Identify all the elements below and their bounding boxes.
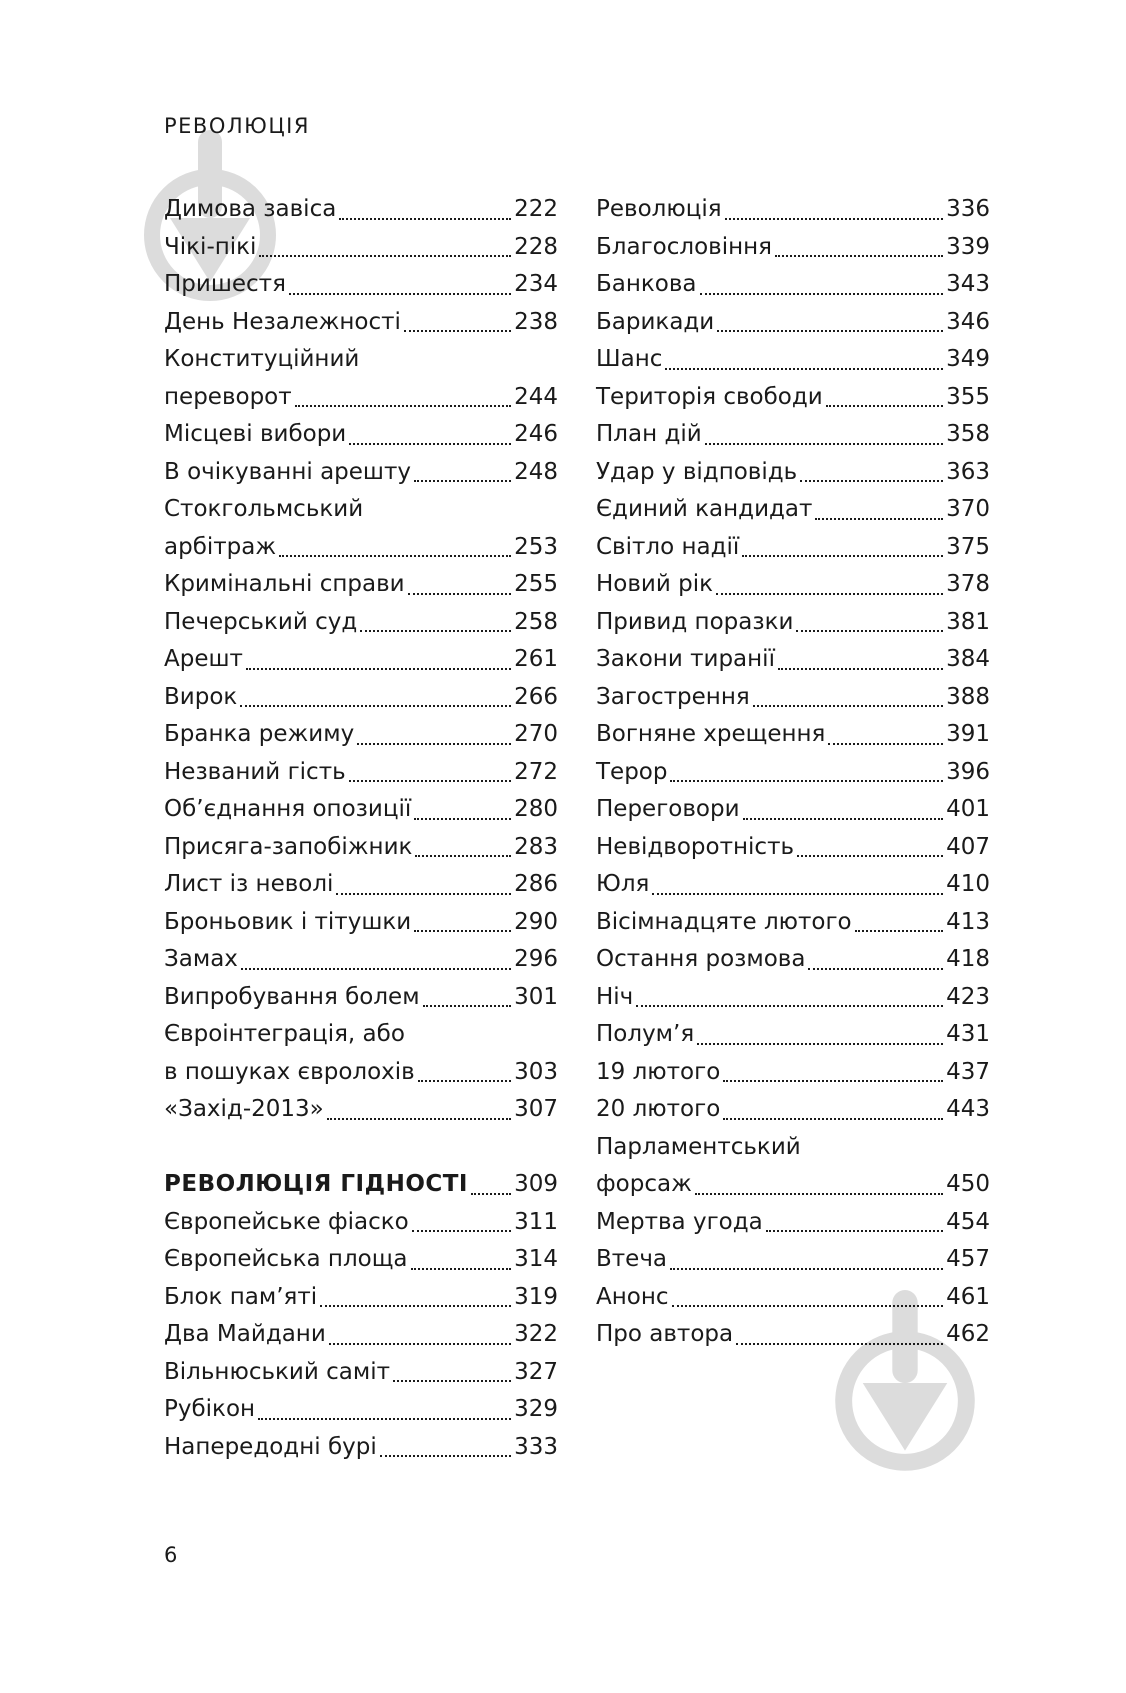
toc-entry-page: 370 xyxy=(946,496,990,522)
toc-entry-page: 358 xyxy=(946,421,990,447)
toc-entry-title: Мертва угода xyxy=(596,1208,763,1235)
toc-entry-page: 363 xyxy=(946,458,990,485)
toc-entry-title: Місцеві вибори xyxy=(164,421,347,447)
toc-entry[interactable] xyxy=(164,866,558,904)
toc-entry[interactable] xyxy=(164,229,558,267)
toc-entry-page: 234 xyxy=(514,271,558,297)
toc-entry-page: 339 xyxy=(946,233,990,260)
page-number: 6 xyxy=(164,1543,178,1567)
toc-entry[interactable] xyxy=(164,191,558,229)
toc-entry-page: 222 xyxy=(514,196,558,222)
dot-leader xyxy=(775,254,943,257)
dot-leader xyxy=(665,367,943,370)
toc-entry-title: форсаж xyxy=(596,1171,692,1197)
toc-entry-page: 418 xyxy=(946,946,990,972)
toc-entry-title: Випробування болем xyxy=(164,983,420,1010)
toc-entry-title: Чікі-пікі xyxy=(164,233,257,260)
dot-leader xyxy=(240,704,511,707)
dot-leader xyxy=(695,1192,943,1195)
toc-entry[interactable] xyxy=(596,904,990,942)
dot-leader xyxy=(259,254,511,257)
dot-leader xyxy=(705,442,943,445)
toc-entry-page: 327 xyxy=(514,1358,558,1385)
toc-entry[interactable] xyxy=(164,829,558,867)
toc-entry-title: Переговори xyxy=(596,796,740,822)
toc-entry[interactable] xyxy=(596,229,990,267)
toc-entry-title: арбітраж xyxy=(164,533,277,560)
dot-leader xyxy=(855,929,943,932)
dot-leader xyxy=(258,1417,511,1420)
dot-leader xyxy=(725,217,944,220)
toc-entry[interactable] xyxy=(596,1316,990,1354)
toc-entry-page: 450 xyxy=(946,1171,990,1197)
toc-entry-page: 228 xyxy=(514,233,558,260)
toc-entry-title: Замах xyxy=(164,946,238,972)
dot-leader xyxy=(393,1379,511,1382)
toc-entry-page: 349 xyxy=(946,346,990,372)
toc-entry-page: 301 xyxy=(514,983,558,1010)
toc-entry-page: 314 xyxy=(514,1246,558,1272)
toc-entry-page: 461 xyxy=(946,1283,990,1310)
toc-entry-page: 391 xyxy=(946,721,990,747)
toc-entry-title: Вільнюський саміт xyxy=(164,1358,391,1385)
toc-entry[interactable] xyxy=(164,266,558,304)
toc-entry-title: Напередодні бурі xyxy=(164,1433,377,1460)
toc-entry-page: 462 xyxy=(946,1321,990,1347)
toc-entry[interactable] xyxy=(164,1354,558,1392)
dot-leader xyxy=(329,1342,511,1345)
dot-leader xyxy=(672,1304,944,1307)
dot-leader xyxy=(700,292,944,295)
toc-entry[interactable] xyxy=(596,1166,990,1204)
toc-entry-page: 378 xyxy=(946,571,990,597)
toc-entry[interactable] xyxy=(164,529,558,567)
dot-leader xyxy=(380,1454,511,1457)
toc-entry-page: 343 xyxy=(946,271,990,297)
toc-entry[interactable] xyxy=(164,604,558,642)
toc-entry[interactable] xyxy=(596,754,990,792)
toc-entry[interactable] xyxy=(596,791,990,829)
dot-leader xyxy=(717,329,943,332)
dot-leader xyxy=(349,442,511,445)
dot-leader xyxy=(636,1004,943,1007)
toc-entry-title: Загострення xyxy=(596,683,750,710)
toc-entry-title: РЕВОЛЮЦІЯ ГІДНОСТІ xyxy=(164,1171,468,1197)
toc-entry[interactable] xyxy=(164,1241,558,1279)
toc-entry-page: 238 xyxy=(514,308,558,335)
dot-leader xyxy=(652,892,943,895)
dot-leader xyxy=(753,704,943,707)
dot-leader xyxy=(412,1229,511,1232)
toc-entry-page: 410 xyxy=(946,871,990,897)
toc-entry-page: 355 xyxy=(946,383,990,410)
toc-entry-title: Невідворотність xyxy=(596,833,795,860)
toc-entry[interactable] xyxy=(596,941,990,979)
toc-entry[interactable] xyxy=(596,641,990,679)
toc-entry-title: Банкова xyxy=(596,271,697,297)
dot-leader xyxy=(404,329,511,332)
toc-entry[interactable] xyxy=(164,416,558,454)
toc-entry-page: 413 xyxy=(946,908,990,935)
toc-entry-title: Європейська площа xyxy=(164,1246,408,1272)
toc-entry-title: Шанс xyxy=(596,346,663,372)
toc-entry-title: переворот xyxy=(164,383,292,410)
dot-leader xyxy=(320,1304,511,1307)
toc-entry-page: 255 xyxy=(514,571,558,597)
toc-entry-title: Об’єднання опозиції xyxy=(164,796,412,822)
toc-entry[interactable] xyxy=(596,829,990,867)
toc-entry[interactable] xyxy=(164,941,558,979)
toc-entry[interactable] xyxy=(164,1204,558,1242)
toc-entry[interactable] xyxy=(596,1016,990,1054)
toc-entry-title: Світло надії xyxy=(596,533,740,560)
running-header: РЕВОЛЮЦІЯ xyxy=(164,114,310,138)
toc-entry-title: Два Майдани xyxy=(164,1321,326,1347)
dot-leader xyxy=(414,479,511,482)
toc-entry-title: Арешт xyxy=(164,646,243,672)
toc-entry[interactable] xyxy=(596,1279,990,1317)
toc-entry-page: 431 xyxy=(946,1021,990,1047)
toc-entry[interactable] xyxy=(596,1204,990,1242)
toc-entry[interactable] xyxy=(164,979,558,1017)
dot-leader xyxy=(723,1117,943,1120)
toc-entry[interactable] xyxy=(596,866,990,904)
toc-entry-page: 388 xyxy=(946,683,990,710)
toc-entry[interactable] xyxy=(164,379,558,417)
toc-entry[interactable] xyxy=(596,1091,990,1129)
toc-entry-page: 303 xyxy=(514,1058,558,1085)
toc-entry-title: Благословіння xyxy=(596,233,773,260)
toc-entry-title: Терор xyxy=(596,758,668,785)
toc-entry-title: «Захід-2013» xyxy=(164,1096,324,1122)
toc-entry-title: Закони тиранії xyxy=(596,646,775,672)
toc-entry-page: 286 xyxy=(514,871,558,897)
dot-leader xyxy=(327,1117,511,1120)
toc-entry-title: Про автора xyxy=(596,1321,734,1347)
section-gap xyxy=(164,1129,558,1167)
dot-leader xyxy=(289,292,511,295)
dot-leader xyxy=(357,742,511,745)
toc-entry-title: В очікуванні арешту xyxy=(164,458,411,485)
dot-leader xyxy=(279,554,511,557)
dot-leader xyxy=(670,779,943,782)
dot-leader xyxy=(800,479,943,482)
toc-entry[interactable] xyxy=(164,1016,558,1054)
toc-entry-title: Вісімнадцяте лютого xyxy=(596,908,852,935)
dot-leader xyxy=(796,629,943,632)
dot-leader xyxy=(336,892,511,895)
toc-entry-page: 384 xyxy=(946,646,990,672)
toc-entry-title: План дій xyxy=(596,421,702,447)
toc-entry-title: Європейське фіаско xyxy=(164,1208,409,1235)
toc-entry-title: Печерський суд xyxy=(164,608,358,635)
toc-entry[interactable] xyxy=(164,1391,558,1429)
toc-entry-title: Парламентський xyxy=(596,1133,801,1160)
toc-entry-title: Єдиний кандидат xyxy=(596,496,813,522)
dot-leader xyxy=(766,1229,943,1232)
dot-leader xyxy=(408,592,511,595)
toc-left-column xyxy=(164,191,558,1466)
toc-entry-page: 258 xyxy=(514,608,558,635)
toc-entry-page: 381 xyxy=(946,608,990,635)
dot-leader xyxy=(778,667,943,670)
toc-entry-page: 296 xyxy=(514,946,558,972)
toc-entry-title: Революція xyxy=(596,196,722,222)
dot-leader xyxy=(423,1004,512,1007)
toc-entry-page: 311 xyxy=(514,1208,558,1235)
toc-entry[interactable] xyxy=(596,716,990,754)
dot-leader xyxy=(415,854,511,857)
toc-entry-title: 20 лютого xyxy=(596,1096,721,1122)
toc-entry-title: Стокгольмський xyxy=(164,496,364,522)
dot-leader xyxy=(241,967,511,970)
toc-entry-page: 329 xyxy=(514,1396,558,1422)
toc-entry[interactable] xyxy=(164,754,558,792)
toc-entry[interactable] xyxy=(596,529,990,567)
toc-entry[interactable] xyxy=(596,604,990,642)
toc-entry-title: Бранка режиму xyxy=(164,721,355,747)
toc-entry[interactable] xyxy=(164,904,558,942)
toc-section-heading[interactable] xyxy=(164,1166,558,1204)
toc-entry[interactable] xyxy=(596,566,990,604)
toc-entry[interactable] xyxy=(596,679,990,717)
toc-entry-title: Привид поразки xyxy=(596,608,794,635)
dot-leader xyxy=(339,217,511,220)
toc-entry-page: 307 xyxy=(514,1096,558,1122)
toc-entry[interactable] xyxy=(596,454,990,492)
toc-entry[interactable] xyxy=(164,454,558,492)
toc-entry-page: 280 xyxy=(514,796,558,822)
toc-entry-page: 319 xyxy=(514,1283,558,1310)
toc-entry[interactable] xyxy=(596,191,990,229)
toc-entry-title: Конституційний xyxy=(164,346,360,372)
toc-entry[interactable] xyxy=(596,491,990,529)
toc-entry[interactable] xyxy=(164,491,558,529)
toc-entry-title: Блок пам’яті xyxy=(164,1283,318,1310)
dot-leader xyxy=(736,1342,943,1345)
dot-leader xyxy=(826,404,943,407)
toc-entry-page: 309 xyxy=(514,1171,558,1197)
toc-entry-page: 272 xyxy=(514,758,558,785)
toc-entry-page: 437 xyxy=(946,1058,990,1085)
dot-leader xyxy=(723,1079,943,1082)
toc-entry-title: Пришестя xyxy=(164,271,286,297)
toc-entry-page: 283 xyxy=(514,833,558,860)
toc-entry-title: Новий рік xyxy=(596,571,714,597)
toc-entry-title: Рубікон xyxy=(164,1396,256,1422)
toc-entry-page: 346 xyxy=(946,308,990,335)
dot-leader xyxy=(349,779,511,782)
toc-entry-title: Вирок xyxy=(164,683,238,710)
toc-entry-title: Присяга-запобіжник xyxy=(164,833,413,860)
toc-entry[interactable] xyxy=(596,341,990,379)
toc-entry[interactable] xyxy=(164,1279,558,1317)
toc-entry-title: Вогняне хрещення xyxy=(596,721,826,747)
toc-entry[interactable] xyxy=(164,1429,558,1467)
toc-entry-title: Димова завіса xyxy=(164,196,337,222)
toc-entry-page: 270 xyxy=(514,721,558,747)
toc-entry[interactable] xyxy=(596,1241,990,1279)
dot-leader xyxy=(246,667,511,670)
toc-entry-title: Кримінальні справи xyxy=(164,571,405,597)
toc-entry[interactable] xyxy=(164,304,558,342)
toc-entry[interactable] xyxy=(164,679,558,717)
toc-right-column xyxy=(596,191,990,1354)
toc-entry-title: Незваний гість xyxy=(164,758,346,785)
toc-entry[interactable] xyxy=(164,1091,558,1129)
dot-leader xyxy=(411,1267,512,1270)
toc-entry[interactable] xyxy=(164,341,558,379)
dot-leader xyxy=(360,629,511,632)
toc-entry-title: Втеча xyxy=(596,1246,668,1272)
toc-entry-page: 375 xyxy=(946,533,990,560)
toc-entry[interactable] xyxy=(596,379,990,417)
dot-leader xyxy=(670,1267,943,1270)
dot-leader xyxy=(828,742,943,745)
toc-entry-title: Полум’я xyxy=(596,1021,695,1047)
toc-entry-page: 333 xyxy=(514,1433,558,1460)
toc-entry[interactable] xyxy=(164,716,558,754)
toc-entry-title: Ніч xyxy=(596,983,634,1010)
toc-entry-page: 322 xyxy=(514,1321,558,1347)
toc-entry-page: 248 xyxy=(514,458,558,485)
toc-entry[interactable] xyxy=(596,416,990,454)
toc-entry-title: Удар у відповідь xyxy=(596,458,798,485)
dot-leader xyxy=(414,817,511,820)
toc-entry-page: 261 xyxy=(514,646,558,672)
toc-entry-title: День Незалежності xyxy=(164,308,401,335)
toc-entry-page: 253 xyxy=(514,533,558,560)
dot-leader xyxy=(418,1079,511,1082)
toc-entry[interactable] xyxy=(164,1054,558,1092)
toc-entry-page: 246 xyxy=(514,421,558,447)
toc-entry-page: 457 xyxy=(946,1246,990,1272)
dot-leader xyxy=(808,967,943,970)
toc-entry-page: 336 xyxy=(946,196,990,222)
toc-entry-title: в пошуках євролохів xyxy=(164,1058,415,1085)
dot-leader xyxy=(815,517,943,520)
dot-leader xyxy=(742,554,943,557)
toc-entry-page: 290 xyxy=(514,908,558,935)
toc-entry-page: 443 xyxy=(946,1096,990,1122)
toc-entry[interactable] xyxy=(164,641,558,679)
toc-entry-title: Анонс xyxy=(596,1283,669,1310)
dot-leader xyxy=(797,854,943,857)
toc-entry-page: 244 xyxy=(514,383,558,410)
toc-entry[interactable] xyxy=(596,266,990,304)
dot-leader xyxy=(295,404,511,407)
toc-entry-page: 454 xyxy=(946,1208,990,1235)
toc-entry-title: Юля xyxy=(596,871,650,897)
toc-entry[interactable] xyxy=(164,566,558,604)
toc-entry[interactable] xyxy=(596,979,990,1017)
dot-leader xyxy=(471,1192,511,1195)
toc-entry-title: Лист із неволі xyxy=(164,871,334,897)
toc-entry[interactable] xyxy=(596,1129,990,1167)
toc-entry-page: 407 xyxy=(946,833,990,860)
toc-entry-page: 401 xyxy=(946,796,990,822)
dot-leader xyxy=(697,1042,943,1045)
toc-entry-title: Територія свободи xyxy=(596,383,823,410)
toc-entry-title: Броньовик і тітушки xyxy=(164,908,412,935)
dot-leader xyxy=(414,929,511,932)
toc-entry-page: 396 xyxy=(946,758,990,785)
toc-entry-title: Остання розмова xyxy=(596,946,806,972)
toc-entry-title: Барикади xyxy=(596,308,715,335)
toc-entry[interactable] xyxy=(596,1054,990,1092)
toc-entry[interactable] xyxy=(164,1316,558,1354)
dot-leader xyxy=(716,592,943,595)
toc-entry[interactable] xyxy=(596,304,990,342)
toc-entry-page: 266 xyxy=(514,683,558,710)
dot-leader xyxy=(743,817,944,820)
toc-entry-page: 423 xyxy=(946,983,990,1010)
toc-entry-title: Євроінтеграція, або xyxy=(164,1021,405,1047)
toc-entry[interactable] xyxy=(164,791,558,829)
toc-entry-title: 19 лютого xyxy=(596,1058,721,1085)
